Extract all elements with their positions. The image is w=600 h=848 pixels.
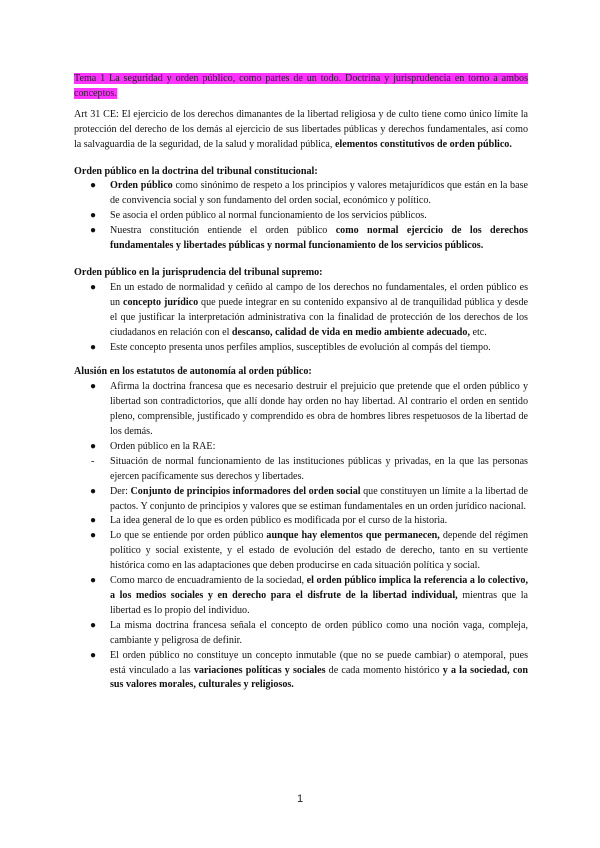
item-text: de cada momento histórico xyxy=(325,664,443,676)
bullet-icon: ● xyxy=(90,341,97,353)
section-heading: Alusión en los estatutos de autonomía al orden público: xyxy=(74,366,312,378)
item-text: que puede integrar en su contenido expansivo al de tranquilidad pública y desde el que justificar la interpretación administrativa con la finalidad de protección de los derechos de los ciudadanos en relación con el xyxy=(110,296,529,338)
bullet-icon: ● xyxy=(90,649,97,661)
item-text: que constituyen un límite a la libertad de pactos. Y conjunto de principios y valores que se estiman fundamentales en un orden jurídico nacional. xyxy=(110,485,528,512)
bold-text: aunque hay elementos que permanecen, xyxy=(266,530,440,542)
list-item xyxy=(74,649,528,694)
item-text: Como marco de encuadramiento de la sociedad, xyxy=(110,575,307,587)
bold-text: y a la sociedad, con sus valores morales, culturales y religiosos. xyxy=(110,664,528,691)
item-text: como sinónimo de respeto a los principios y valores metajurídicos que están en la base de convivencia social y son fundamento del orden social, económico y político. xyxy=(110,180,528,207)
bold-text: variaciones políticas y sociales xyxy=(193,664,326,676)
title-highlight: Tema 1 La seguridad y orden público, como partes de un todo. Doctrina y jurisprudencia en torno a ambos conceptos. xyxy=(74,73,528,99)
bullet-list xyxy=(74,281,528,356)
intro-bold-text: elementos constitutivos de orden público. xyxy=(334,138,512,150)
item-text: Situación de normal funcionamiento de las instituciones públicas y privadas, en la que las personas ejercen pacíficamente sus derechos y libertades. xyxy=(110,455,528,482)
bullet-icon: ● xyxy=(90,225,97,237)
bold-text: concepto jurídico xyxy=(122,296,199,308)
list-item xyxy=(74,281,528,341)
bullet-icon: ● xyxy=(90,440,97,452)
list-item xyxy=(74,455,528,485)
item-text: La idea general de lo que es orden público es modificada por el curso de la historia. xyxy=(110,515,448,527)
list-item xyxy=(74,485,528,515)
section-heading: Orden público en la jurisprudencia del tribunal supremo: xyxy=(74,266,323,278)
item-text: El orden público no constituye un concepto inmutable (que no se puede cambiar) o atemporal, pues está vinculado a las xyxy=(110,649,528,676)
bold-text: el orden público implica la referencia a lo colectivo, a los medios sociales y en derecho para el disfrute de la libertad individual, xyxy=(110,575,528,601)
list-item xyxy=(74,619,528,649)
bullet-icon: ● xyxy=(90,210,97,222)
bullet-list xyxy=(74,179,528,254)
bullet-icon: ● xyxy=(90,575,97,587)
list-item xyxy=(74,440,528,455)
list-item xyxy=(74,380,528,440)
item-text: Afirma la doctrina francesa que es necesario destruir el prejuicio que pretende que el orden público y libertad son contradictorios, que allí donde hay orden no hay libertad. Al contrario el orden en sentido pleno, comprensible, justificado y comprendido es obra de hombres libres respetuosos de la libertad de los demás. xyxy=(110,381,528,438)
list-item xyxy=(74,341,528,356)
bullet-icon: ● xyxy=(90,281,97,293)
list-item xyxy=(74,224,528,254)
item-text: mientras que la libertad es lo propio del individuo. xyxy=(110,590,528,616)
intro-paragraph xyxy=(74,108,528,153)
item-text: etc. xyxy=(469,326,487,338)
bullet-list xyxy=(74,380,528,693)
list-item xyxy=(74,209,528,224)
item-text: Este concepto presenta unos perfiles amplios, susceptibles de evolución al compás del tiempo. xyxy=(110,341,491,353)
list-item xyxy=(74,574,528,619)
bold-text: descanso, calidad de vida en medio ambiente adecuado, xyxy=(231,326,470,338)
bullet-icon: ● xyxy=(90,381,97,393)
section-tribunal-supremo xyxy=(74,266,528,355)
section-estatutos-autonomia xyxy=(74,365,528,693)
intro-text: Art 31 CE: El ejercicio de los derechos dimanantes de la libertad religiosa y de culto tiene como único límite la protección del derecho de los demás al ejercicio de sus libertades públicas y derechos fundamentales, así como la salvaguardia de la seguridad, de la salud y moralidad pública, xyxy=(74,108,528,150)
page-number: 1 xyxy=(296,793,304,805)
item-text: depende del régimen político y social existente, y el estado de evolución del estado de derecho, tanto en su vertiente histórica como en las adaptaciones que deben producirse en cada situación política y social. xyxy=(110,530,528,572)
dash-icon: - xyxy=(91,455,95,467)
bold-text: Orden público xyxy=(110,180,173,192)
list-item xyxy=(74,529,528,574)
bold-text: Conjunto de principios informadores del orden social xyxy=(130,485,361,497)
item-text: La misma doctrina francesa señala el concepto de orden público como una noción vaga, compleja, cambiante y peligrosa de definir. xyxy=(110,619,528,646)
bullet-icon: ● xyxy=(90,485,97,497)
bullet-icon: ● xyxy=(90,619,97,631)
bullet-icon: ● xyxy=(90,515,97,527)
item-text: Der: xyxy=(110,485,131,497)
bullet-icon: ● xyxy=(90,530,97,542)
document-page xyxy=(74,72,528,703)
bold-text: como normal ejercicio de los derechos fundamentales y libertades públicas y normal funcionamiento de los servicios públicos. xyxy=(110,225,528,252)
item-text: Nuestra constitución entiende el orden público xyxy=(110,225,336,237)
item-text: Se asocia el orden público al normal funcionamiento de los servicios públicos. xyxy=(110,210,427,222)
section-heading: Orden público en la doctrina del tribunal constitucional: xyxy=(74,165,318,177)
section-tribunal-constitucional xyxy=(74,165,528,254)
item-text: En un estado de normalidad y ceñido al campo de los derechos no fundamentales, el orden público es un xyxy=(110,281,528,308)
item-text: Orden público en la RAE: xyxy=(110,440,216,452)
bullet-icon: ● xyxy=(90,180,97,192)
list-item xyxy=(74,179,528,209)
document-title xyxy=(74,72,528,102)
item-text: Lo que se entiende por orden público xyxy=(110,530,267,542)
list-item xyxy=(74,514,528,529)
